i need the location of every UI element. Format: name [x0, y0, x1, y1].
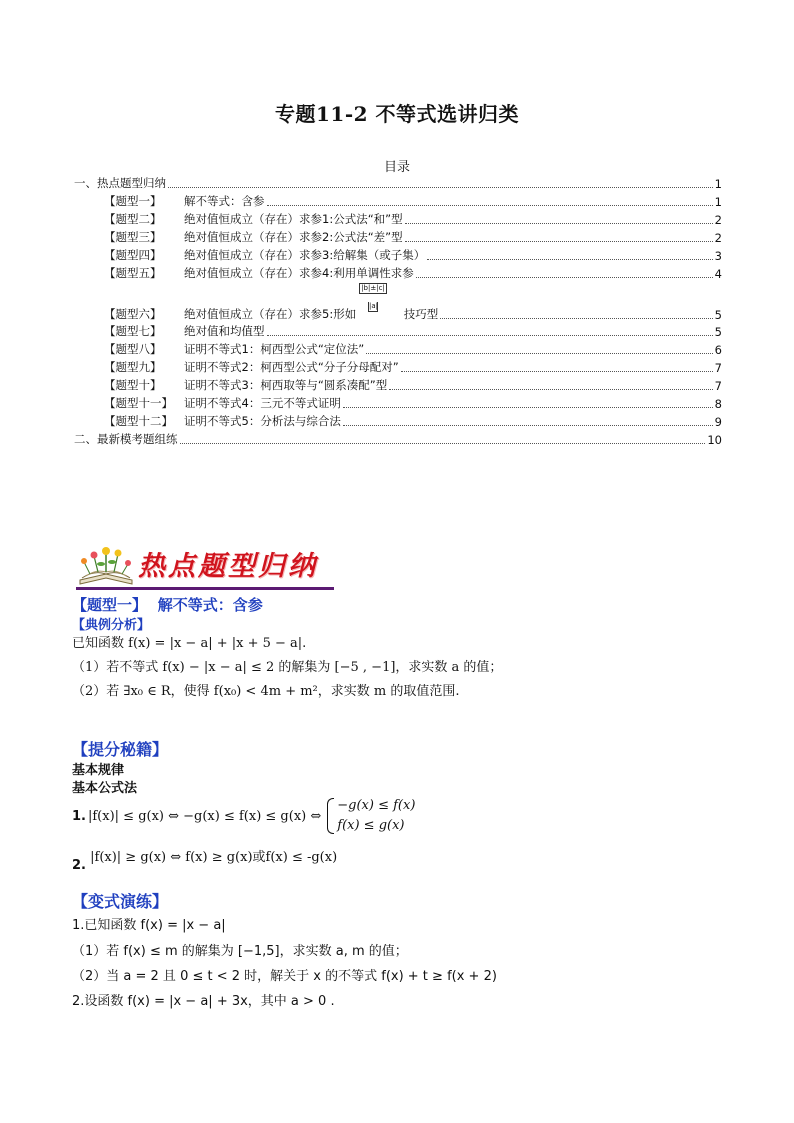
- practice-q1-part-2: （2）当 a = 2 且 0 ≤ t < 2 时，解关于 x 的不等式 f(x) + t ≥ f(x + 2): [72, 969, 497, 984]
- toc-row-type-2[interactable]: [104, 210, 722, 227]
- toc-text: 证明不等式4：三元不等式证明: [184, 396, 341, 410]
- page-title: 专题11-2 不等式选讲归类: [274, 102, 519, 126]
- toc-leader: [405, 222, 713, 224]
- tips-sub-formula: 基本公式法: [72, 781, 138, 796]
- toc-text: 证明不等式5：分析法与综合法: [184, 414, 341, 428]
- toc-leader: [427, 258, 712, 260]
- section-1-heading: [72, 594, 263, 615]
- banner-title: 热点题型归纳: [138, 551, 318, 582]
- toc-page: 2: [714, 231, 722, 245]
- toc-leader: [416, 276, 713, 278]
- toc-row-type-12[interactable]: [104, 412, 722, 429]
- section-1-tag: 【题型一】: [72, 596, 148, 614]
- toc-leader: [267, 204, 713, 206]
- toc-text: 绝对值恒成立（存在）求参5:形如: [184, 307, 357, 321]
- toc-heading: 目录: [383, 160, 410, 175]
- fraction-numerator: |b|±|c|: [361, 284, 385, 292]
- formula-2-main: |f(x)| ≥ g(x) ⇔ f(x) ≥ g(x)或f(x) ≤ -g(x): [90, 850, 338, 865]
- formula-1-main: |f(x)| ≤ g(x) ⇔ −g(x) ≤ f(x) ≤ g(x) ⇔: [87, 808, 322, 824]
- toc-tag: 【题型十二】: [104, 414, 173, 428]
- toc-text: 二、最新模考题组练: [74, 432, 178, 446]
- toc-leader: [366, 352, 712, 354]
- toc-tag: 【题型八】: [104, 342, 162, 356]
- toc-leader: [343, 406, 713, 408]
- example-heading: 【典例分析】: [72, 618, 151, 633]
- example-statement: 已知函数 f(x) = |x − a| + |x + 5 − a|.: [72, 636, 307, 651]
- section-banner: [76, 540, 334, 592]
- open-book-flowers-icon: [76, 542, 136, 588]
- toc-tag: 【题型二】: [104, 212, 162, 226]
- toc-text: 绝对值恒成立（存在）求参2:公式法“差”型: [184, 230, 403, 244]
- toc-row-type-8[interactable]: [104, 340, 722, 357]
- toc-leader: [405, 240, 713, 242]
- toc-page: 8: [714, 397, 722, 411]
- tips-heading: 【提分秘籍】: [72, 740, 169, 759]
- toc-page: 4: [714, 267, 722, 281]
- toc-row-type-1[interactable]: [104, 192, 722, 209]
- toc-row-type-4[interactable]: [104, 246, 722, 263]
- formula-1-number: 1.: [72, 808, 86, 824]
- practice-q1: 1.已知函数 f(x) = |x − a|: [72, 918, 226, 933]
- toc-leader: [401, 370, 713, 372]
- toc-page: 1: [714, 177, 722, 191]
- toc-row-type-5[interactable]: [104, 264, 722, 281]
- example-part-2: （2）若 ∃x₀ ∈ R，使得 f(x₀) < 4m + m²，求实数 m 的取值范围.: [72, 684, 460, 699]
- toc-tag: 【题型三】: [104, 230, 162, 244]
- toc-text: 证明不等式1：柯西型公式“定位法”: [184, 342, 365, 356]
- toc-row-type-10[interactable]: [104, 376, 722, 393]
- toc-tag: 【题型一】: [104, 194, 162, 208]
- example-part-1: （1）若不等式 f(x) − |x − a| ≤ 2 的解集为 [−5 , −1]，求实数 a 的值；: [72, 660, 503, 675]
- toc-leader: [440, 317, 712, 319]
- toc-row-type-7[interactable]: [104, 322, 722, 339]
- section-1-title: 解不等式：含参: [157, 596, 263, 614]
- toc-text-suffix: 技巧型: [403, 307, 439, 321]
- toc-leader: [343, 424, 713, 426]
- toc-tag: 【题型六】: [104, 307, 162, 321]
- toc-text: 证明不等式3：柯西取等与“圆系凑配”型: [184, 378, 388, 392]
- practice-q1-part-1: （1）若 f(x) ≤ m 的解集为 [−1,5]，求实数 a, m 的值；: [72, 944, 408, 959]
- toc-page: 10: [707, 433, 722, 447]
- formula-1: [72, 796, 415, 836]
- toc-tag: 【题型四】: [104, 248, 162, 262]
- toc-leader: [180, 442, 706, 444]
- toc-page: 5: [714, 308, 722, 322]
- toc-tag: 【题型七】: [104, 324, 162, 338]
- toc-page: 3: [714, 249, 722, 263]
- toc-leader: [168, 186, 713, 188]
- toc-row-type-11[interactable]: [104, 394, 722, 411]
- toc-text: 一、热点题型归纳: [74, 176, 166, 190]
- toc-row-type-3[interactable]: [104, 228, 722, 245]
- tips-sub-rule: 基本规律: [72, 763, 125, 778]
- toc-leader: [389, 388, 712, 390]
- toc-text: 绝对值和均值型: [184, 324, 265, 338]
- toc-page: 7: [714, 361, 722, 375]
- toc-page: 1: [714, 195, 722, 209]
- formula-2-number: 2.: [72, 858, 86, 873]
- fraction-denominator: |a|: [369, 302, 379, 310]
- fraction-glyph: [359, 283, 387, 312]
- toc-tag: 【题型十一】: [104, 396, 173, 410]
- toc-page: 2: [714, 213, 722, 227]
- formula-1-case-1: −g(x) ≤ f(x): [337, 798, 416, 813]
- toc-text: 绝对值恒成立（存在）求参4:利用单调性求参: [184, 266, 414, 280]
- formula-2: [72, 846, 338, 873]
- toc-page: 6: [714, 343, 722, 357]
- banner-underline: [76, 587, 334, 590]
- toc-row-type-9[interactable]: [104, 358, 722, 375]
- toc-page: 9: [714, 415, 722, 429]
- toc-text: 解不等式：含参: [184, 194, 265, 208]
- toc-tag: 【题型十】: [104, 378, 162, 392]
- toc-row-section-2[interactable]: [74, 430, 722, 447]
- formula-1-case-2: f(x) ≤ g(x): [337, 818, 405, 833]
- toc-row-section-1[interactable]: [74, 174, 722, 191]
- toc-text: 绝对值恒成立（存在）求参1:公式法“和”型: [184, 212, 403, 226]
- toc-tag: 【题型五】: [104, 266, 162, 280]
- practice-q2: 2.设函数 f(x) = |x − a| + 3x，其中 a > 0 .: [72, 994, 335, 1009]
- toc-text: 绝对值恒成立（存在）求参3:给解集（或子集）: [184, 248, 426, 262]
- toc-page: 5: [714, 325, 722, 339]
- toc-leader: [267, 334, 713, 336]
- formula-1-cases: [327, 796, 415, 836]
- toc-text: 证明不等式2：柯西型公式“分子分母配对”: [184, 360, 399, 374]
- toc-page: 7: [714, 379, 722, 393]
- toc-tag: 【题型九】: [104, 360, 162, 374]
- practice-heading: 【变式演练】: [72, 892, 169, 911]
